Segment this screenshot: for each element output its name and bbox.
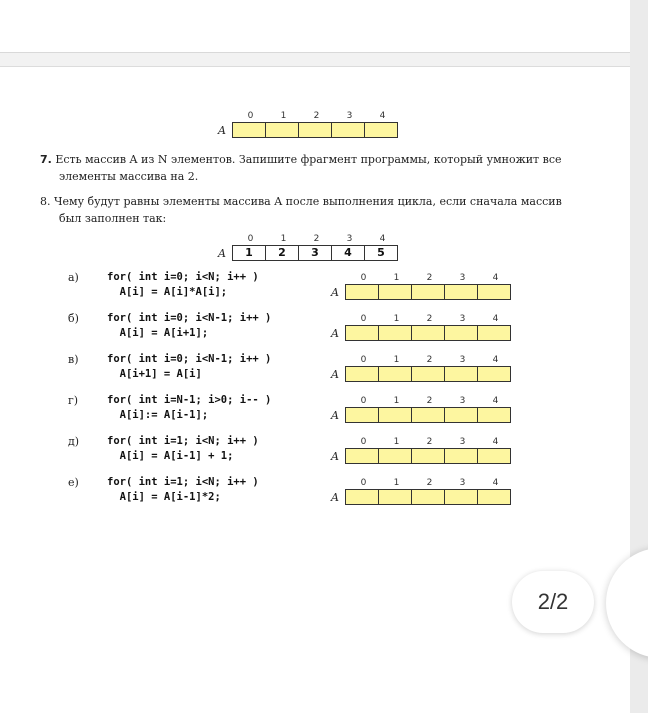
index-label: 0 <box>360 273 367 283</box>
index-label: 1 <box>393 273 400 283</box>
index-label: 2 <box>426 396 433 406</box>
index-label: 1 <box>393 355 400 365</box>
array-cell[interactable] <box>233 123 266 137</box>
index-label: 2 <box>426 273 433 283</box>
array-cell[interactable] <box>346 490 379 504</box>
array-cell-value: 3 <box>299 246 332 260</box>
array-cell[interactable] <box>266 123 299 137</box>
array-cells <box>345 325 511 341</box>
code-snippet <box>107 475 259 505</box>
question-number: 8. <box>40 195 51 208</box>
top-bar <box>0 0 630 53</box>
array-cells <box>345 284 511 300</box>
index-label: 1 <box>393 437 400 447</box>
array-name: A <box>331 368 339 381</box>
question-8 <box>40 193 610 227</box>
array-cell[interactable] <box>379 449 412 463</box>
array-cell[interactable] <box>379 490 412 504</box>
index-label: 4 <box>492 396 499 406</box>
index-label: 4 <box>492 273 499 283</box>
index-label: 4 <box>492 314 499 324</box>
code-line: for( int i=1; i<N; i++ ) <box>107 435 259 447</box>
code-snippet <box>107 311 271 341</box>
array-name: A <box>331 327 339 340</box>
index-label: 3 <box>346 234 353 244</box>
array-cell-value: 4 <box>332 246 365 260</box>
item-label: б) <box>68 312 79 325</box>
index-label: 0 <box>247 111 254 121</box>
index-label: 4 <box>492 478 499 488</box>
index-label: 2 <box>426 355 433 365</box>
array-cell[interactable] <box>445 326 478 340</box>
array-cell-value: 2 <box>266 246 299 260</box>
array-cell[interactable] <box>478 367 510 381</box>
index-label: 4 <box>492 355 499 365</box>
index-label: 3 <box>346 111 353 121</box>
index-label: 0 <box>360 478 367 488</box>
array-cells <box>345 448 511 464</box>
code-snippet <box>107 270 259 300</box>
index-label: 4 <box>492 437 499 447</box>
array-cell[interactable] <box>478 490 510 504</box>
code-line: A[i] = A[i-1]*2; <box>107 491 221 503</box>
code-line: for( int i=0; i<N-1; i++ ) <box>107 312 272 324</box>
question-text: Есть массив A из N элементов. Запишите фрагмент программы, который умножит все <box>55 153 562 166</box>
array-name: A <box>331 491 339 504</box>
code-line: A[i+1] = A[i] <box>107 368 202 380</box>
question-number: 7. <box>40 153 52 166</box>
index-label: 2 <box>426 437 433 447</box>
array-cell[interactable] <box>445 490 478 504</box>
code-line: for( int i=N-1; i>0; i-- ) <box>107 394 272 406</box>
array-cell[interactable] <box>332 123 365 137</box>
array-cell[interactable] <box>346 285 379 299</box>
array-cell[interactable] <box>412 326 445 340</box>
index-label: 3 <box>459 437 466 447</box>
code-line: A[i] = A[i+1]; <box>107 327 209 339</box>
array-name: A <box>218 247 226 260</box>
page-indicator: 2/2 <box>512 571 594 633</box>
array-cell[interactable] <box>478 449 510 463</box>
array-cell[interactable] <box>412 408 445 422</box>
array-name: A <box>331 450 339 463</box>
array-cell[interactable] <box>346 449 379 463</box>
array-name: A <box>331 409 339 422</box>
index-label: 0 <box>360 355 367 365</box>
array-cells <box>345 407 511 423</box>
index-label: 4 <box>379 111 386 121</box>
item-label: г) <box>68 394 79 407</box>
array-cells <box>232 122 398 138</box>
array-cell[interactable] <box>412 490 445 504</box>
question-text: Чему будут равны элементы массива A после выполнения цикла, если сначала массив <box>54 195 562 208</box>
array-cell[interactable] <box>299 123 332 137</box>
item-label: д) <box>68 435 80 448</box>
array-cell[interactable] <box>445 367 478 381</box>
array-cell[interactable] <box>346 408 379 422</box>
index-label: 2 <box>426 314 433 324</box>
code-snippet <box>107 393 271 423</box>
item-label: а) <box>68 271 79 284</box>
array-cell[interactable] <box>379 408 412 422</box>
index-label: 4 <box>379 234 386 244</box>
index-label: 1 <box>393 396 400 406</box>
array-cells <box>345 489 511 505</box>
array-cells <box>232 245 398 261</box>
array-cell[interactable] <box>379 326 412 340</box>
array-cell[interactable] <box>379 285 412 299</box>
index-label: 1 <box>280 234 287 244</box>
index-label: 2 <box>313 111 320 121</box>
array-cell-value: 5 <box>365 246 397 260</box>
code-line: A[i] = A[i-1] + 1; <box>107 450 234 462</box>
index-label: 3 <box>459 273 466 283</box>
index-label: 3 <box>459 314 466 324</box>
array-cell[interactable] <box>346 326 379 340</box>
array-cell[interactable] <box>346 367 379 381</box>
index-label: 2 <box>426 478 433 488</box>
index-label: 3 <box>459 478 466 488</box>
index-label: 1 <box>393 478 400 488</box>
page-gap <box>0 53 630 67</box>
code-line: for( int i=0; i<N; i++ ) <box>107 271 259 283</box>
array-cell[interactable] <box>412 367 445 381</box>
array-cell[interactable] <box>412 285 445 299</box>
item-label: в) <box>68 353 79 366</box>
question-text: был заполнен так: <box>59 212 167 225</box>
code-line: A[i] = A[i]*A[i]; <box>107 286 228 298</box>
question-7 <box>40 151 610 185</box>
array-cell[interactable] <box>478 285 510 299</box>
index-label: 0 <box>360 437 367 447</box>
array-cell[interactable] <box>365 123 397 137</box>
array-name: A <box>218 124 226 137</box>
index-label: 0 <box>360 314 367 324</box>
code-line: A[i]:= A[i-1]; <box>107 409 209 421</box>
code-line: for( int i=1; i<N; i++ ) <box>107 476 259 488</box>
code-line: for( int i=0; i<N-1; i++ ) <box>107 353 272 365</box>
array-cell[interactable] <box>445 408 478 422</box>
index-label: 3 <box>459 355 466 365</box>
array-cells <box>345 366 511 382</box>
index-label: 1 <box>393 314 400 324</box>
array-cell-value: 1 <box>233 246 266 260</box>
index-label: 0 <box>247 234 254 244</box>
code-snippet <box>107 434 259 464</box>
index-label: 2 <box>313 234 320 244</box>
code-snippet <box>107 352 271 382</box>
index-label: 1 <box>280 111 287 121</box>
array-cell[interactable] <box>478 408 510 422</box>
question-text: элементы массива на 2. <box>59 170 199 183</box>
array-cell[interactable] <box>412 449 445 463</box>
array-cell[interactable] <box>445 285 478 299</box>
array-cell[interactable] <box>478 326 510 340</box>
item-label: е) <box>68 476 79 489</box>
array-name: A <box>331 286 339 299</box>
index-label: 3 <box>459 396 466 406</box>
array-cell[interactable] <box>445 449 478 463</box>
array-cell[interactable] <box>379 367 412 381</box>
index-label: 0 <box>360 396 367 406</box>
